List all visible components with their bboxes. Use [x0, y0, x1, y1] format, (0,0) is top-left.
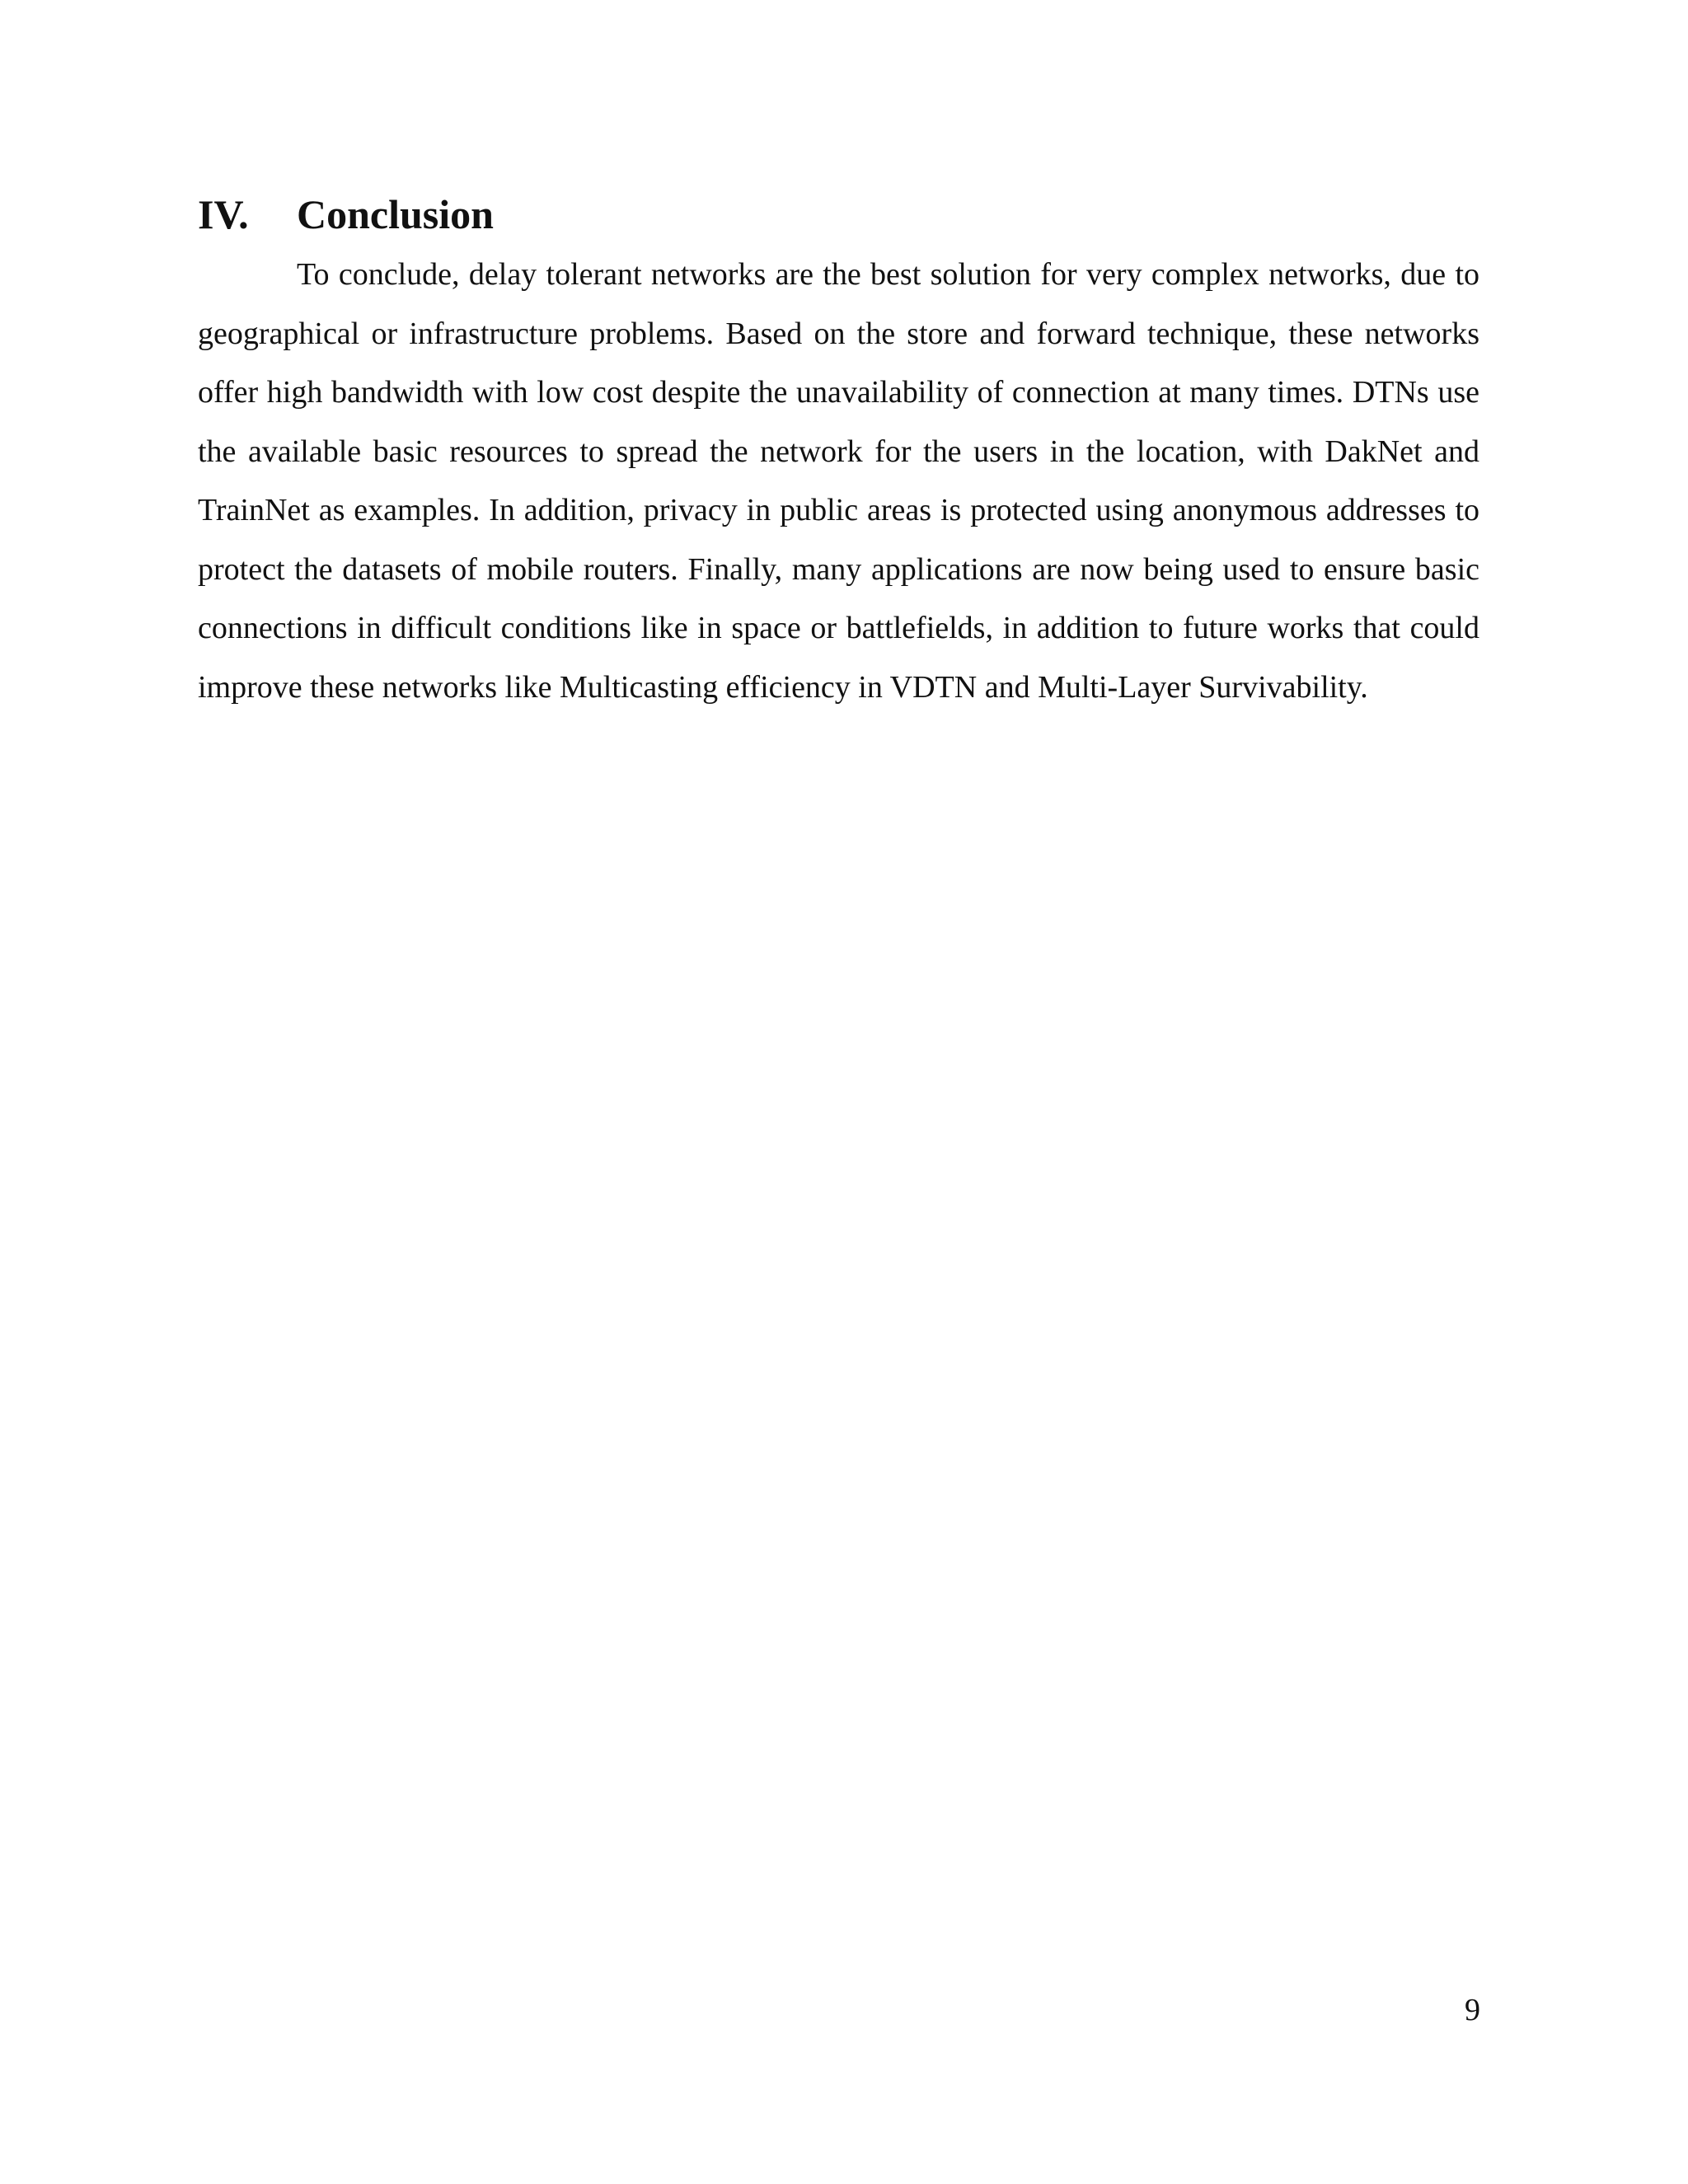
page-number: 9 [1465, 1993, 1480, 2027]
conclusion-paragraph: To conclude, delay tolerant networks are the best solution for very complex networks, due to geographical or infrastructure problems. Based on the store and forward technique, these networks offer high bandwidth with low cost despite the unavailability of connection at many times. DTNs use the available basic resources to spread the network for the users in the location, with DakNet and TrainNet as examples. In addition, privacy in public areas is protected using anonymous addresses to protect the datasets of mobile routers. Finally, many applications are now being used to ensure basic connections in difficult conditions like in space or battlefields, in addition to future works that could improve these networks like Multicasting efficiency in VDTN and Multi-Layer Survivability. [198, 257, 1479, 705]
section-title: Conclusion [297, 191, 494, 237]
section-heading [198, 190, 1479, 239]
page-content [198, 190, 1479, 717]
section-number: IV. [198, 191, 249, 237]
